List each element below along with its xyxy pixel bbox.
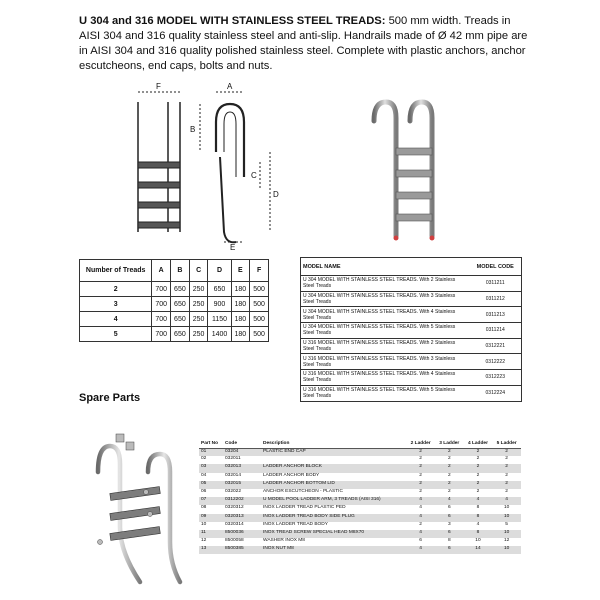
qty-cell: 3: [447, 521, 451, 527]
model-name-cell: U 316 MODEL WITH STAINLESS STEEL TREADS. With 3 Stainless Steel Treads: [301, 354, 470, 370]
table-row: [199, 464, 521, 472]
qty-cell: 6: [419, 538, 422, 544]
table-row: [80, 297, 269, 312]
model-code-cell: 0312221: [470, 338, 522, 354]
table-cell: 650: [208, 282, 231, 297]
table-row: [301, 276, 522, 292]
qty-cell: 6: [435, 546, 464, 554]
product-title: U 304 and 316 MODEL WITH STAINLESS STEEL TREADS:: [79, 15, 386, 27]
model-code-cell: 0311213: [470, 307, 522, 323]
part-description-cell: LADDER ANCHOR BOTTOM LID: [261, 481, 406, 489]
table-cell: 180: [231, 312, 250, 327]
qty-cell: 4: [492, 497, 521, 505]
table-cell: 3: [80, 297, 152, 312]
table-row: [199, 473, 521, 481]
qty-cell: 2: [419, 456, 422, 462]
model-code-cell: 0312224: [470, 385, 522, 401]
table-cell: 5: [80, 327, 152, 342]
table-row: [301, 370, 522, 386]
table-row: [301, 323, 522, 339]
table-cell: 250: [189, 312, 208, 327]
model-code-cell: 0311212: [470, 291, 522, 307]
qty-cell: 2: [505, 472, 508, 478]
column-header: 2 Ladder: [406, 439, 435, 448]
qty-cell: 10: [475, 538, 481, 544]
table-cell: 700: [152, 327, 171, 342]
qty-cell: 2: [419, 521, 422, 527]
qty-cell: 4: [406, 546, 435, 554]
table-cell: 2: [80, 282, 152, 297]
table-row: [199, 514, 521, 522]
table-header-row: [199, 439, 521, 448]
part-description-cell: LADDER ANCHOR BLOCK: [261, 464, 406, 472]
table-header-row: [301, 258, 522, 276]
column-header: 4 Ladder: [464, 439, 493, 448]
qty-cell: 2: [435, 464, 464, 472]
ladder-dimension-diagram: [120, 82, 280, 252]
model-name-cell: U 316 MODEL WITH STAINLESS STEEL TREADS. With 4 Stainless Steel Treads: [301, 370, 470, 386]
model-name-cell: U 304 MODEL WITH STAINLESS STEEL TREADS. With 2 Stainless Steel Treads: [301, 276, 470, 292]
qty-cell: 6: [435, 530, 464, 538]
part-no-cell: 09: [199, 514, 223, 522]
qty-cell: 2: [406, 481, 435, 489]
qty-cell: 2: [447, 488, 451, 494]
qty-cell: 10: [492, 514, 521, 522]
part-description-cell: INOX TREAD SCREW SPECIAL HEAD M8X70: [261, 530, 406, 538]
table-row: [301, 354, 522, 370]
part-code-cell: 0320312: [225, 505, 244, 511]
spare-parts-illustration: [90, 432, 185, 592]
qty-cell: 4: [406, 530, 435, 538]
part-no-cell: 10: [201, 521, 207, 527]
qty-cell: 10: [503, 505, 510, 511]
part-description-cell: INOX LADDER TREAD PLASTIC PED: [263, 505, 346, 511]
column-header: Number of Treads: [80, 260, 152, 282]
qty-cell: 2: [406, 464, 435, 472]
table-row: [301, 385, 522, 401]
qty-cell: 2: [435, 481, 464, 489]
model-name-cell: U 304 MODEL WITH STAINLESS STEEL TREADS. With 5 Stainless Steel Treads: [301, 323, 470, 339]
column-header: Code: [223, 439, 261, 448]
part-code-cell: 0320314: [225, 521, 244, 527]
part-description-cell: INOX NUT M8: [261, 546, 406, 554]
qty-cell: 2: [464, 448, 493, 456]
qty-cell: 2: [419, 488, 422, 494]
part-no-cell: 08: [201, 505, 207, 511]
qty-cell: 2: [419, 472, 422, 478]
table-cell: 180: [231, 297, 250, 312]
qty-cell: 4: [406, 514, 435, 522]
column-header: 5 Ladder: [492, 439, 521, 448]
qty-cell: 10: [492, 530, 521, 538]
spare-parts-table: [199, 439, 521, 554]
model-name-cell: U 316 MODEL WITH STAINLESS STEEL TREADS. With 2 Stainless Steel Treads: [301, 338, 470, 354]
table-row: [199, 546, 521, 554]
qty-cell: 2: [447, 456, 451, 462]
qty-cell: 8: [464, 530, 493, 538]
part-code-cell: 032011: [225, 456, 241, 462]
table-header-row: [80, 260, 269, 282]
table-cell: 500: [250, 282, 269, 297]
model-name-cell: U 304 MODEL WITH STAINLESS STEEL TREADS. With 3 Stainless Steel Treads: [301, 291, 470, 307]
table-row: [301, 291, 522, 307]
qty-cell: 5: [505, 521, 508, 527]
qty-cell: 2: [435, 448, 464, 456]
table-row: [199, 522, 521, 530]
qty-cell: 8: [464, 514, 493, 522]
ladder-product-photo: [362, 96, 452, 246]
qty-cell: 8: [447, 538, 451, 544]
dim-label-f: F: [156, 82, 161, 91]
table-cell: 650: [171, 327, 190, 342]
model-code-cell: 0311214: [470, 323, 522, 339]
part-no-cell: 01: [199, 448, 223, 456]
dim-label-b: B: [190, 125, 196, 134]
part-no-cell: 05: [199, 481, 223, 489]
table-row: [199, 538, 521, 546]
model-code-cell: 0311211: [470, 276, 522, 292]
column-header: MODEL CODE: [470, 258, 522, 276]
table-cell: 250: [189, 282, 208, 297]
column-header: MODEL NAME: [301, 258, 470, 276]
qty-cell: 4: [435, 497, 464, 505]
part-code-cell: 032015: [223, 481, 261, 489]
part-no-cell: 11: [199, 530, 223, 538]
table-row: [80, 312, 269, 327]
column-header: D: [208, 260, 231, 282]
table-cell: 500: [250, 312, 269, 327]
qty-cell: 14: [464, 546, 493, 554]
table-cell: 700: [152, 297, 171, 312]
dim-label-c: C: [251, 171, 257, 180]
qty-cell: 2: [492, 464, 521, 472]
table-cell: 700: [152, 312, 171, 327]
part-description-cell: U MODEL POOL LADDER ARM, 3 TREADS (AISI 316): [261, 497, 406, 505]
table-cell: 250: [189, 297, 208, 312]
qty-cell: 2: [505, 456, 508, 462]
qty-cell: 4: [406, 497, 435, 505]
dim-label-e: E: [230, 243, 236, 252]
part-no-cell: 12: [201, 538, 207, 544]
part-code-cell: 8500036: [223, 530, 261, 538]
tread-dimensions-table: [79, 259, 269, 342]
table-cell: 4: [80, 312, 152, 327]
table-cell: 1400: [208, 327, 231, 342]
part-code-cell: 032013: [223, 464, 261, 472]
table-row: [199, 456, 521, 464]
qty-cell: 8: [476, 505, 480, 511]
part-description-cell: ANCHOR ESCUTCHEON - PLASTIC: [263, 488, 343, 494]
table-row: [80, 282, 269, 297]
column-header: Description: [261, 439, 406, 448]
model-code-cell: 0312222: [470, 354, 522, 370]
table-row: [199, 505, 521, 513]
part-description-cell: WASHER INOX M8: [263, 538, 305, 544]
table-cell: 650: [171, 312, 190, 327]
column-header: F: [250, 260, 269, 282]
part-no-cell: 07: [199, 497, 223, 505]
dim-label-a: A: [227, 82, 233, 91]
column-header: A: [152, 260, 171, 282]
model-code-table: [300, 257, 522, 402]
model-code-cell: 0312223: [470, 370, 522, 386]
part-code-cell: 032022: [225, 488, 242, 494]
table-cell: 900: [208, 297, 231, 312]
table-cell: 180: [231, 282, 250, 297]
part-no-cell: 13: [199, 546, 223, 554]
dim-label-d: D: [273, 190, 279, 199]
table-row: [199, 481, 521, 489]
qty-cell: 10: [492, 546, 521, 554]
qty-cell: 2: [492, 448, 521, 456]
qty-cell: 2: [476, 488, 480, 494]
model-name-cell: U 316 MODEL WITH STAINLESS STEEL TREADS. With 5 Stainless Steel Treads: [301, 385, 470, 401]
table-row: [199, 497, 521, 505]
part-description-cell: INOX LADDER TREAD BODY: [263, 521, 328, 527]
qty-cell: 12: [503, 538, 510, 544]
column-header: C: [189, 260, 208, 282]
part-description-cell: LADDER ANCHOR BODY: [263, 472, 320, 478]
table-row: [301, 338, 522, 354]
qty-cell: 2: [476, 472, 480, 478]
table-row: [199, 489, 521, 497]
spare-parts-heading: Spare Parts: [79, 392, 141, 404]
qty-cell: 2: [476, 456, 480, 462]
part-no-cell: 02: [201, 456, 207, 462]
table-cell: 1150: [208, 312, 231, 327]
part-code-cell: 8500385: [223, 546, 261, 554]
part-code-cell: 0312202: [223, 497, 261, 505]
table-row: [301, 307, 522, 323]
qty-cell: 2: [464, 464, 493, 472]
part-code-cell: 8500058: [225, 538, 244, 544]
model-name-cell: U 304 MODEL WITH STAINLESS STEEL TREADS. With 4 Stainless Steel Treads: [301, 307, 470, 323]
part-code-cell: 03204: [223, 448, 261, 456]
table-cell: 700: [152, 282, 171, 297]
table-cell: 650: [171, 297, 190, 312]
table-row: [199, 530, 521, 538]
table-cell: 500: [250, 327, 269, 342]
table-cell: 650: [171, 282, 190, 297]
qty-cell: 2: [406, 448, 435, 456]
qty-cell: 4: [464, 497, 493, 505]
table-row: [199, 448, 521, 456]
table-cell: 180: [231, 327, 250, 342]
qty-cell: 2: [447, 472, 451, 478]
part-no-cell: 03: [199, 464, 223, 472]
column-header: E: [231, 260, 250, 282]
qty-cell: 2: [505, 488, 508, 494]
product-description-text: 500 mm width. Treads in AISI 304 and 316 quality stainless steel and anti-slip. Handrails made of Ø 42 mm pipe are in AISI 304 and 316 quality polished stainless steel. Complete with plastic anchors, anchor escutcheons, end caps, bolts and nuts.: [79, 15, 528, 72]
column-header: 3 Ladder: [435, 439, 464, 448]
qty-cell: 2: [464, 481, 493, 489]
qty-cell: 6: [447, 505, 451, 511]
table-row: [80, 327, 269, 342]
part-description-cell: INOX LADDER TREAD BODY SIDE PLUG: [261, 514, 406, 522]
table-cell: 250: [189, 327, 208, 342]
product-description: [79, 14, 531, 74]
part-no-cell: 06: [201, 488, 207, 494]
part-code-cell: 0320313: [223, 514, 261, 522]
qty-cell: 4: [476, 521, 480, 527]
qty-cell: 2: [492, 481, 521, 489]
table-cell: 500: [250, 297, 269, 312]
part-description-cell: PLASTIC END CAP: [261, 448, 406, 456]
qty-cell: 4: [419, 505, 422, 511]
column-header: B: [171, 260, 190, 282]
part-code-cell: 032014: [225, 472, 242, 478]
part-no-cell: 04: [201, 472, 207, 478]
column-header: Part No: [199, 439, 223, 448]
qty-cell: 6: [435, 514, 464, 522]
